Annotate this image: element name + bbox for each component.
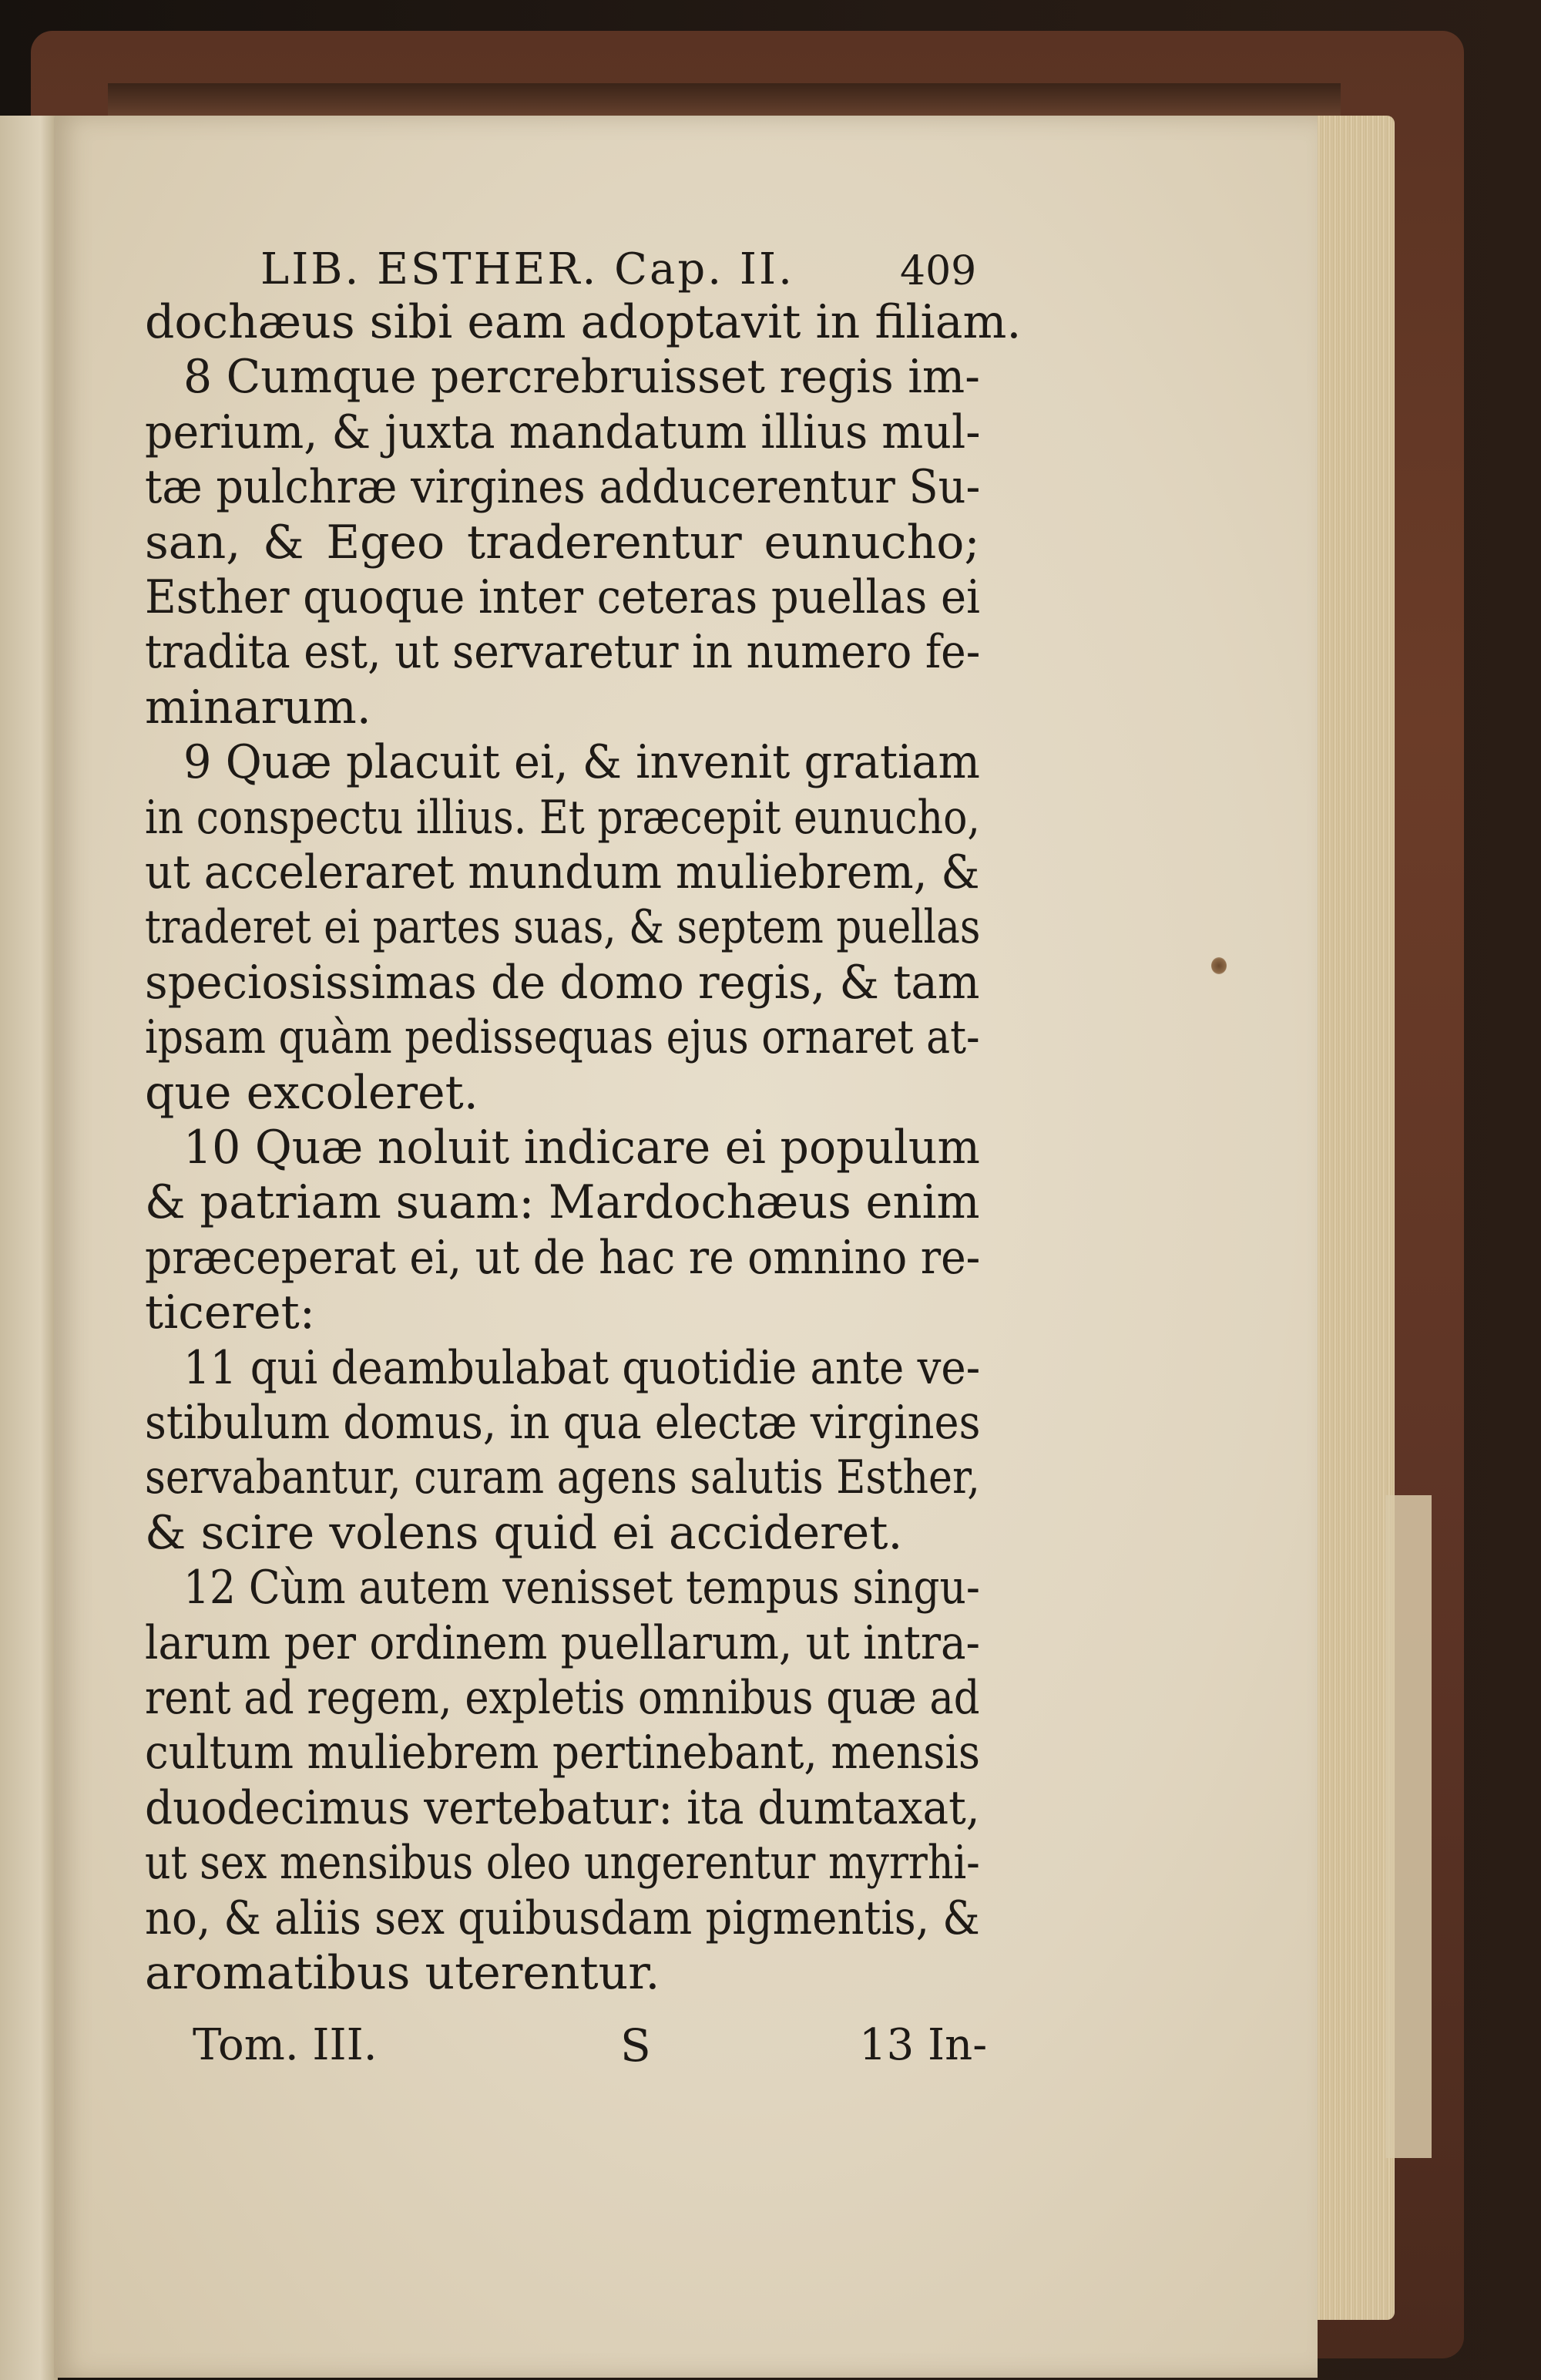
- paper-stain: [1211, 957, 1227, 974]
- text-line: stibulum domus, in qua electæ virgines: [145, 1396, 981, 1450]
- text-line: larum per ordinem puellarum, ut intra-: [145, 1615, 981, 1670]
- text-line: 12 Cùm autem venisset tempus singu-: [183, 1561, 980, 1615]
- footer-signature: S: [620, 2019, 651, 2072]
- text-line: san, & Egeo traderentur eunucho;: [145, 515, 980, 570]
- footer-catchword: 13 In-: [859, 2020, 988, 2070]
- text-line: 9 Quæ placuit ei, & invenit gratiam: [183, 735, 980, 790]
- text-line: speciosissimas de domo regis, & tam: [145, 955, 980, 1010]
- text-line: Esther quoque inter ceteras puellas ei: [145, 570, 980, 624]
- footer-volume: Tom. III.: [193, 2020, 378, 2070]
- text-line: 8 Cumque percrebruisset regis im-: [183, 350, 980, 405]
- text-line: servabantur, curam agens salutis Esther,: [145, 1451, 980, 1505]
- text-line: rent ad regem, expletis omnibus quæ ad: [145, 1671, 980, 1725]
- text-line: 11 qui deambulabat quotidie ante ve-: [183, 1340, 981, 1395]
- text-line: aromatibus uterentur.: [145, 1946, 660, 2000]
- facing-page-edge: [0, 116, 58, 2380]
- text-line: ipsam quàm pedissequas ejus ornaret at-: [145, 1010, 980, 1065]
- text-line: perium, & juxta mandatum illius mul-: [145, 405, 981, 459]
- page-number: 409: [900, 248, 977, 294]
- paper-slip: [1385, 1495, 1432, 2158]
- text-line: traderet ei partes suas, & septem puellas: [145, 900, 981, 955]
- page-top-edge: [108, 83, 1341, 120]
- text-line: minarum.: [145, 680, 371, 735]
- text-line: ut sex mensibus oleo ungerentur myrrhi-: [145, 1836, 980, 1891]
- text-line: duodecimus vertebatur: ita dumtaxat,: [145, 1780, 980, 1835]
- text-line: 10 Quæ noluit indicare ei populum: [183, 1121, 980, 1175]
- text-line: & scire volens quid ei accideret.: [145, 1505, 903, 1560]
- text-line: que excoleret.: [145, 1065, 478, 1120]
- text-line: no, & aliis sex quibusdam pigmentis, &: [145, 1891, 980, 1945]
- page-edges: [1310, 116, 1395, 2320]
- text-line: ticeret:: [145, 1286, 315, 1340]
- text-line: & patriam suam: Mardochæus enim: [145, 1175, 980, 1230]
- text-line: præceperat ei, ut de hac re omnino re-: [145, 1230, 981, 1285]
- text-line: ut acceleraret mundum muliebrem, &: [145, 845, 980, 899]
- text-line: cultum muliebrem pertinebant, mensis: [145, 1726, 981, 1780]
- text-line: in conspectu illius. Et præcepit eunucho,: [145, 790, 980, 845]
- text-line: dochæus sibi eam adoptavit in filiam.: [145, 295, 1022, 349]
- text-line: tradita est, ut servaretur in numero fe-: [145, 625, 981, 680]
- running-head: LIB. ESTHER. Cap. II.: [260, 244, 794, 294]
- text-line: tæ pulchræ virgines adducerentur Su-: [145, 460, 981, 515]
